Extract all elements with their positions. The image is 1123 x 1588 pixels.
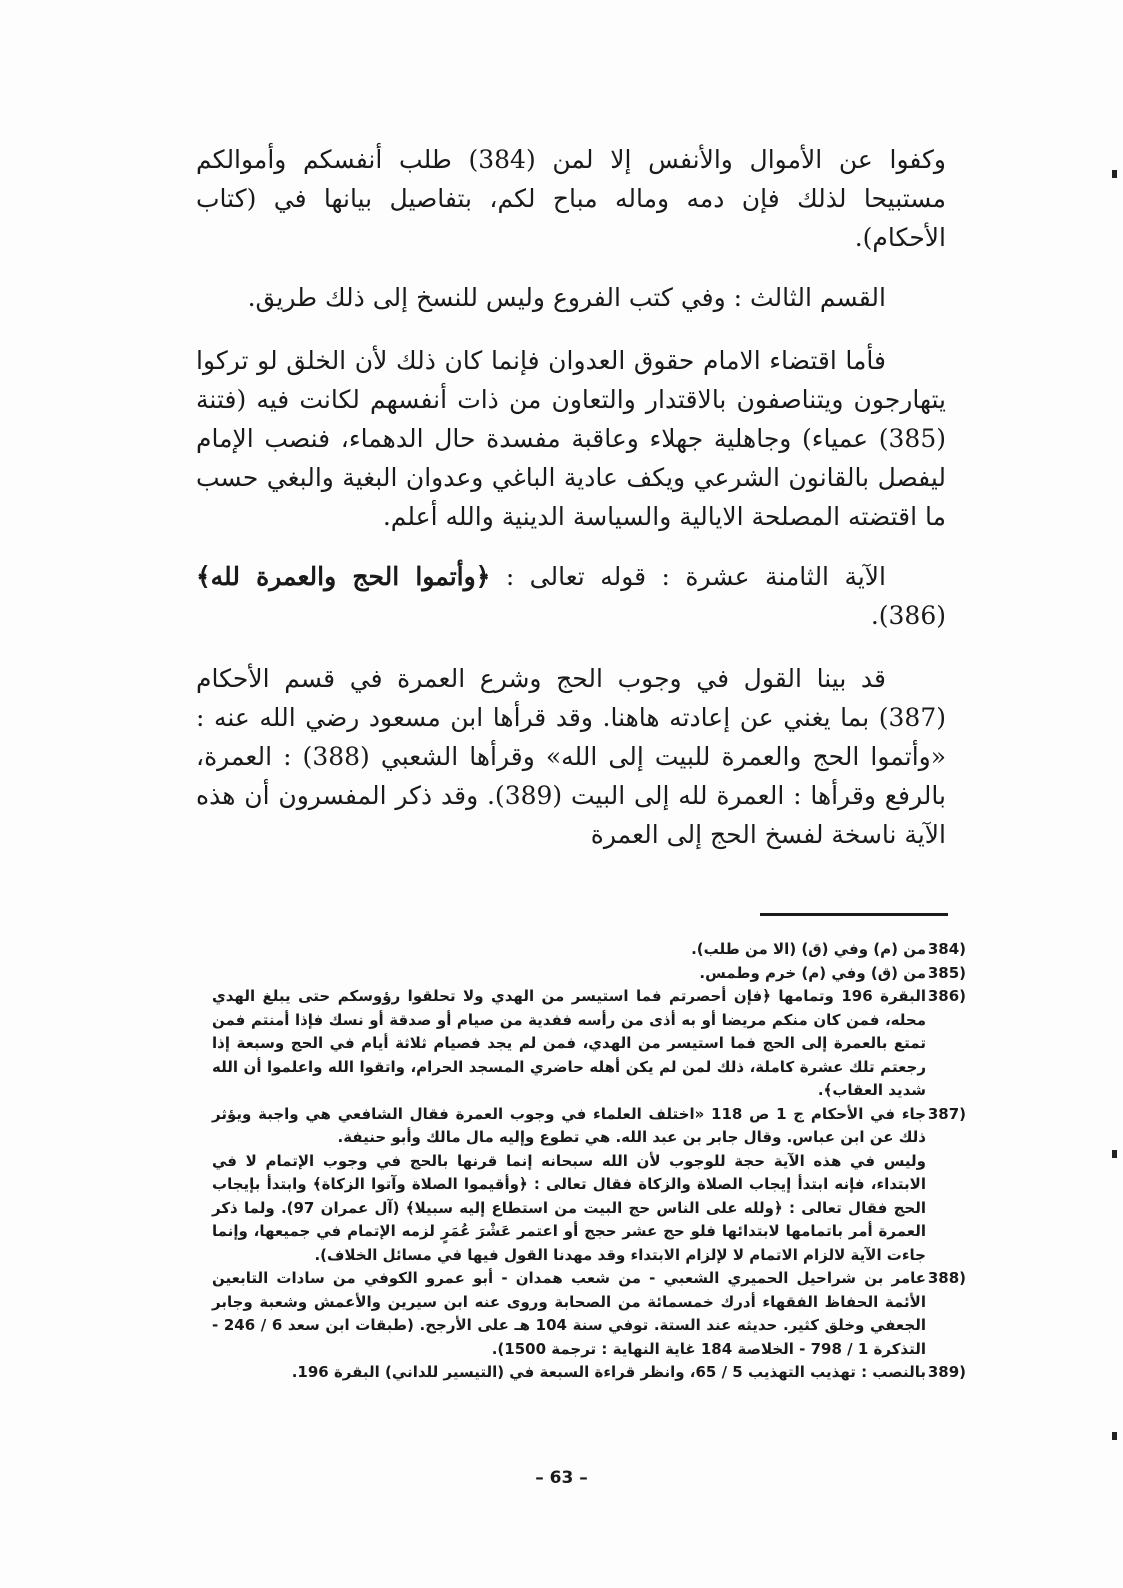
scan-margin-mark bbox=[1112, 170, 1117, 178]
footnote-number: (387 bbox=[927, 1104, 966, 1123]
footnote-386 bbox=[212, 985, 966, 1103]
paragraph-5: قد بينا القول في وجوب الحج وشرع العمرة في قسم الأحكام (387) بما يغني عن إعادته هاهنا. وقد قرأها ابن مسعود رضي الله عنه : «وأتموا الحج والعمرة للبيت إلى الله» وقرأها الشعبي (388) : العمرة، بالرفع وقرأها : العمرة لله إلى البيت (389). وقد ذكر المفسرون أن هذه الآية ناسخة لفسخ الحج إلى العمرة bbox=[196, 664, 947, 849]
footnote-384 bbox=[212, 938, 966, 962]
footnote-text: بالنصب : تهذيب التهذيب 5 / 65، وانظر قراءة السبعة في (التيسير للداني) البقرة 196. bbox=[291, 1363, 926, 1381]
footnote-text-continued: وليس في هذه الآية حجة للوجوب لأن الله سبحانه إنما قرنها بالحج في وجوب الإتمام لا في الابتداء، فإنه ابتدأ إيجاب الصلاة والزكاة فقال تعالى : ﴿وأقيموا الصلاة وآتوا الزكاة﴾ وابتدأ بإيجاب الحج فقال تعالى : ﴿ولله على الناس حج البيت من استطاع إليه سبيلا﴾ (آل عمران 97). ولما ذكر العمرة أمر باتمامها لابتدائها فلو حج عشر حجج أو اعتمر عَشْرَ عُمَرٍ لزمه الإتمام في جميعها، وإنما جاءت الآية لالزام الاتمام لا لإلزام الابتداء وقد مهدنا القول فيها في مسائل الخلاف). bbox=[212, 1151, 926, 1264]
footnote-separator bbox=[760, 913, 948, 916]
footnote-text: جاء في الأحكام ج 1 ص 118 «اختلف العلماء في وجوب العمرة فقال الشافعي هي واجبة ويؤثر ذلك عن ابن عباس. وقال جابر بن عبد الله. هي تطوع وإليه مال مالك وأبو حنيفة. bbox=[212, 1104, 926, 1146]
page-number: – 63 – bbox=[535, 1468, 588, 1488]
scan-margin-mark bbox=[1112, 1150, 1117, 1158]
footnote-number: (388 bbox=[927, 1269, 966, 1287]
paragraph-section-3: القسم الثالث : وفي كتب الفروع وليس للنسخ إلى ذلك طريق. bbox=[247, 283, 886, 312]
paragraph-3: فأما اقتضاء الامام حقوق العدوان فإنما كان ذلك لأن الخلق لو تركوا يتهارجون ويتناصفون بالاقتدار والتعاون من ذات أنفسهم لكانت فيه (فتنة (385) عمياء) وجاهلية جهلاء وعاقبة مفسدة حال الدهماء، فنصب الإمام ليفصل بالقانون الشرعي ويكف عادية الباغي وعدوان البغية والبغي حسب ما اقتضته المصلحة الايالية والسياسة الدينية والله أعلم. bbox=[196, 346, 946, 531]
verse-heading bbox=[196, 557, 946, 635]
footnote-389 bbox=[212, 1361, 966, 1385]
verse-footnote-ref: (386). bbox=[870, 601, 946, 630]
footnote-388 bbox=[212, 1267, 966, 1361]
footnote-number: (384 bbox=[927, 940, 966, 958]
footnote-text: من (م) وفي (ق) (الا من طلب). bbox=[691, 940, 926, 958]
paragraph-1: وكفوا عن الأموال والأنفس إلا لمن (384) طلب أنفسكم وأموالكم مستبيحا لذلك فإن دمه وماله مباح لكم، بتفاصيل بيانها في (كتاب الأحكام). bbox=[196, 145, 946, 252]
quran-verse: ﴿وأتموا الحج والعمرة لله﴾ bbox=[196, 562, 491, 591]
footnote-text: عامر بن شراحيل الحميري الشعبي - من شعب همدان - أبو عمرو الكوفي من سادات التابعين الأئمة الحفاظ الفقهاء أدرك خمسمائة من الصحابة وروى عنه ابن سيرين والأعمش وشعبة وجابر الجعفي وخلق كثير. حديثه عند الستة. توفي سنة 104 هـ على الأرجح. (طبقات ابن سعد 6 / 246 - التذكرة 1 / 798 - الخلاصة 184 غاية النهاية : ترجمة 1500). bbox=[212, 1269, 926, 1358]
footnotes bbox=[212, 938, 966, 1385]
footnote-number: (385 bbox=[927, 963, 966, 982]
footnote-387 bbox=[212, 1103, 966, 1268]
footnote-text: من (ق) وفي (م) خرم وطمس. bbox=[699, 963, 926, 982]
footnote-number: (389 bbox=[927, 1363, 966, 1381]
footnote-385 bbox=[212, 962, 966, 986]
main-text bbox=[196, 140, 946, 875]
scan-margin-mark bbox=[1112, 1432, 1117, 1440]
verse-intro: الآية الثامنة عشرة : قوله تعالى : bbox=[505, 562, 887, 591]
footnote-number: (386 bbox=[927, 987, 966, 1005]
footnote-text: البقرة 196 وتمامها ﴿فإن أحصرتم فما استيسر من الهدي ولا تحلقوا رؤوسكم حتى يبلغ الهدي محله، فمن كان منكم مريضا أو به أذى من رأسه ففدية من صيام أو صدقة أو نسك فإذا أمنتم فمن تمتع بالعمرة إلى الحج فما استيسر من الهدي، فمن لم يجد فصيام ثلاثة أيام في الحج وسبعة إذا رجعتم تلك عشرة كاملة، ذلك لمن لم يكن أهله حاضري المسجد الحرام، واتقوا الله واعلموا أن الله شديد العقاب﴾. bbox=[212, 987, 926, 1099]
